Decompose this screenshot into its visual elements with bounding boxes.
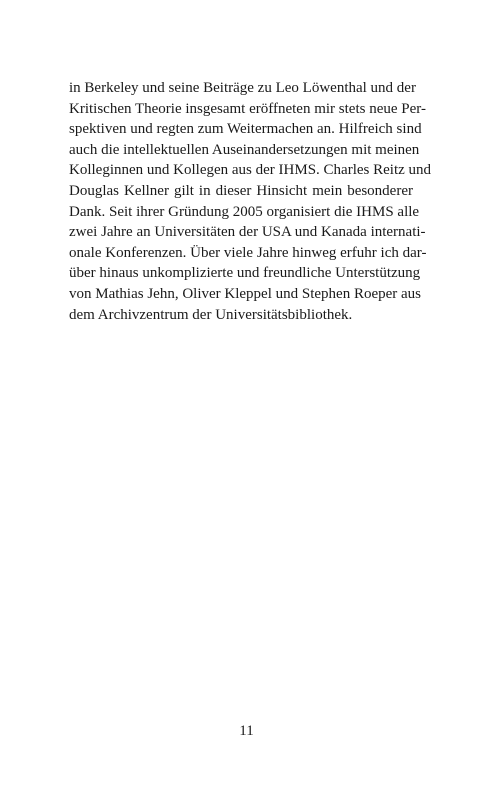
text-line: Kolleginnen und Kollegen aus der IHMS. Charles Reitz und bbox=[69, 162, 432, 179]
text-line: onale Konferenzen. Über viele Jahre hinweg erfuhr ich dar- bbox=[69, 244, 427, 261]
text-line: Douglas Kellner gilt in dieser Hinsicht mein besonderer bbox=[69, 182, 413, 199]
body-paragraph bbox=[69, 78, 432, 325]
text-line: Kritischen Theorie insgesamt eröffneten mir stets neue Per- bbox=[69, 100, 426, 117]
text-line: in Berkeley und seine Beiträge zu Leo Löwenthal und der bbox=[69, 80, 416, 96]
text-line: auch die intellektuellen Auseinandersetzungen mit meinen bbox=[69, 141, 420, 158]
text-line: von Mathias Jehn, Oliver Kleppel und Stephen Roeper aus bbox=[69, 285, 422, 302]
text-line: spektiven und regten zum Weitermachen an. Hilfreich sind bbox=[69, 121, 422, 138]
text-line: über hinaus unkomplizierte und freundliche Unterstützung bbox=[69, 265, 421, 282]
page-number: 11 bbox=[239, 723, 254, 739]
text-line: Dank. Seit ihrer Gründung 2005 organisiert die IHMS alle bbox=[69, 203, 420, 220]
text-line: dem Archivzentrum der Universitätsbibliothek. bbox=[69, 306, 353, 323]
text-line: zwei Jahre an Universitäten der USA und Kanada internati- bbox=[69, 224, 426, 241]
